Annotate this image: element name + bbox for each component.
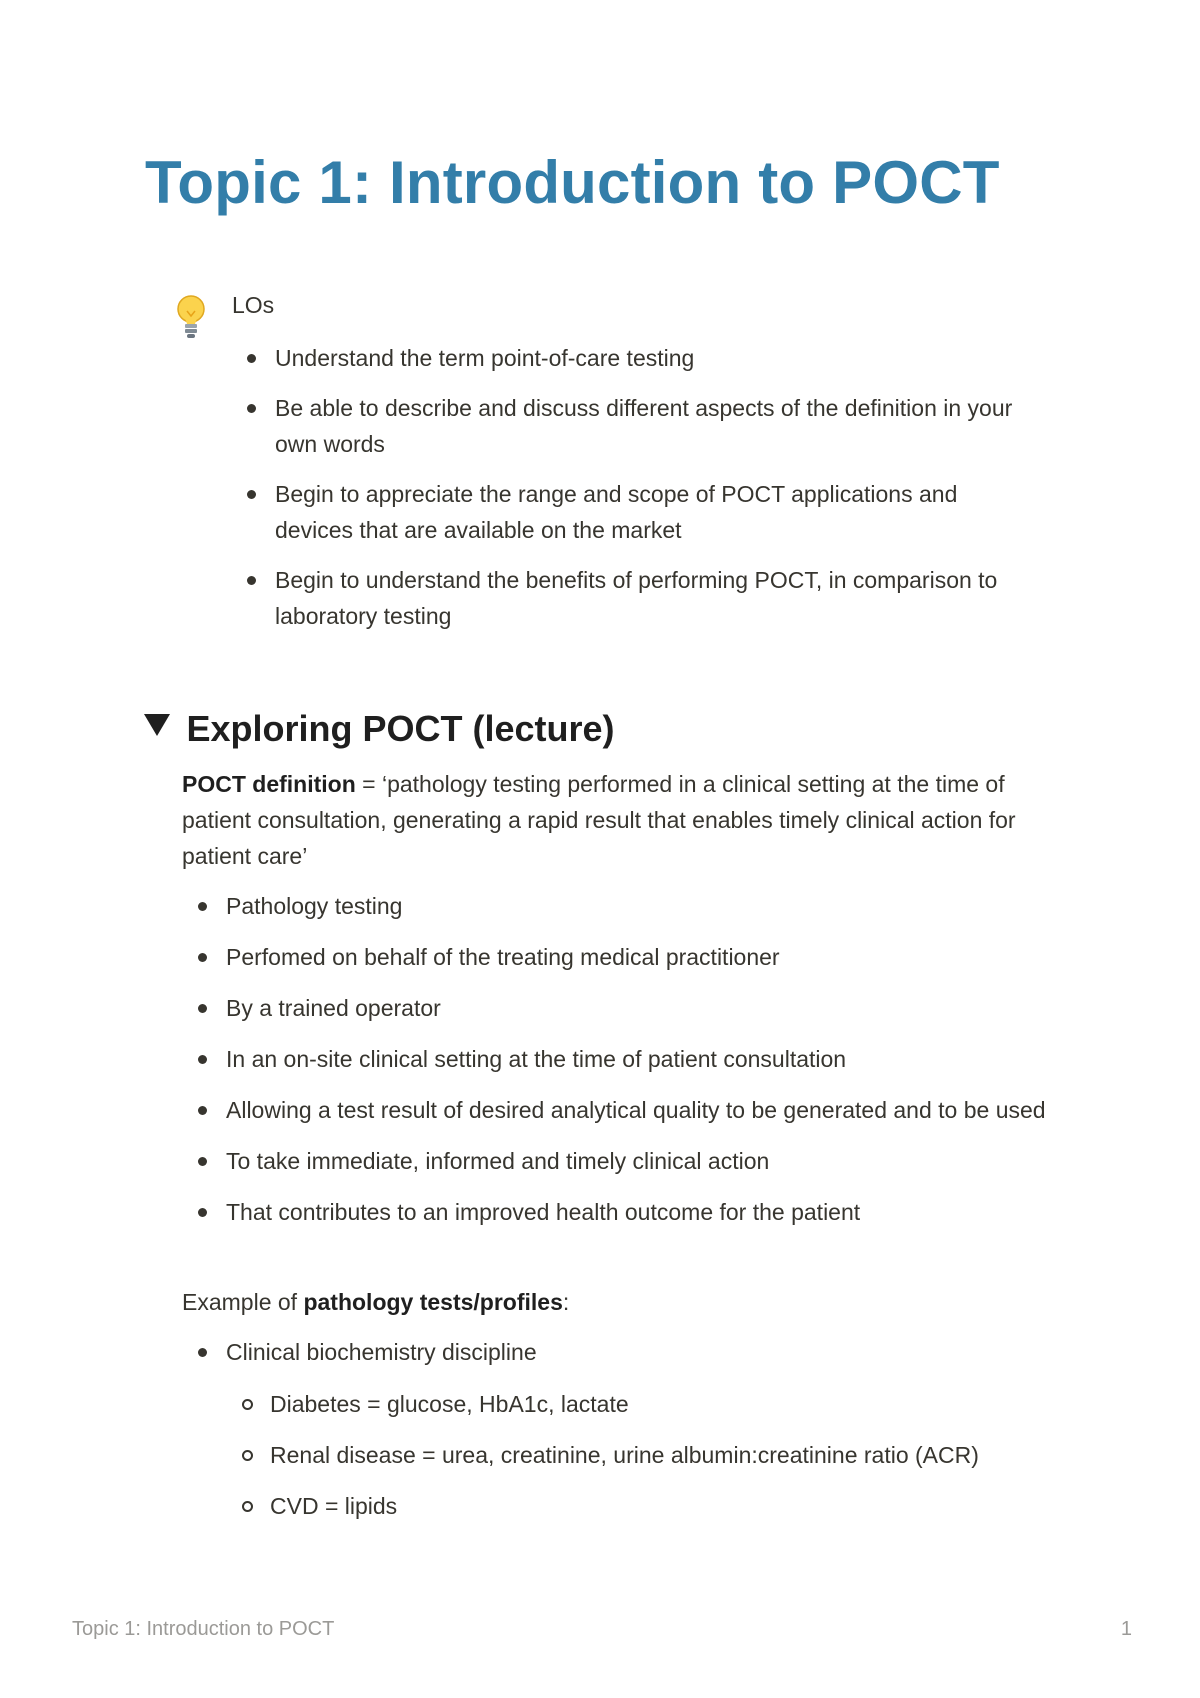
sub-list-item: Diabetes = glucose, HbA1c, lactate xyxy=(270,1386,1070,1422)
example-term: pathology tests/profiles xyxy=(303,1289,563,1315)
section-heading: Exploring POCT (lecture) xyxy=(186,708,615,749)
list-item: Perfomed on behalf of the treating medical practitioner xyxy=(226,939,1056,975)
list-item: Begin to appreciate the range and scope of POCT applications and devices that are available on the market xyxy=(275,476,1035,548)
list-item: Begin to understand the benefits of performing POCT, in comparison to laboratory testing xyxy=(275,562,1035,634)
example-list xyxy=(226,1334,1056,1370)
definition-term: POCT definition xyxy=(182,771,356,797)
page-title: Topic 1: Introduction to POCT xyxy=(145,149,1000,216)
sub-list-item: Renal disease = urea, creatinine, urine albumin:creatinine ratio (ACR) xyxy=(270,1437,1070,1473)
example-sub-list xyxy=(270,1386,1070,1539)
definition-list xyxy=(226,888,1056,1245)
lightbulb-icon xyxy=(174,294,208,340)
list-item: Understand the term point-of-care testing xyxy=(275,340,1035,376)
triangle-down-icon[interactable] xyxy=(144,714,170,736)
list-item: Pathology testing xyxy=(226,888,1056,924)
example-prefix: Example of xyxy=(182,1289,304,1315)
page-number: 1 xyxy=(1120,1618,1132,1640)
definition-paragraph xyxy=(182,766,1062,874)
list-item: Clinical biochemistry discipline xyxy=(226,1334,1056,1370)
definition-text: = ‘pathology testing performed in a clinical setting at the time of patient consultation, generating a rapid result that enables timely clinical action for patient care’ xyxy=(182,771,1016,869)
list-item: Allowing a test result of desired analytical quality to be generated and to be used xyxy=(226,1092,1056,1128)
list-item: By a trained operator xyxy=(226,990,1056,1026)
callout-label: LOs xyxy=(232,292,275,318)
example-paragraph xyxy=(182,1284,1062,1320)
list-item: Be able to describe and discuss different aspects of the definition in your own words xyxy=(275,390,1035,462)
list-item: In an on-site clinical setting at the time of patient consultation xyxy=(226,1041,1056,1077)
learning-outcomes-list xyxy=(275,340,1035,648)
list-item: That contributes to an improved health outcome for the patient xyxy=(226,1194,1056,1230)
section-toggle[interactable] xyxy=(144,708,615,750)
footer-title: Topic 1: Introduction to POCT xyxy=(72,1618,335,1640)
list-item: To take immediate, informed and timely clinical action xyxy=(226,1143,1056,1179)
sub-list-item: CVD = lipids xyxy=(270,1488,1070,1524)
example-suffix: : xyxy=(562,1289,570,1315)
